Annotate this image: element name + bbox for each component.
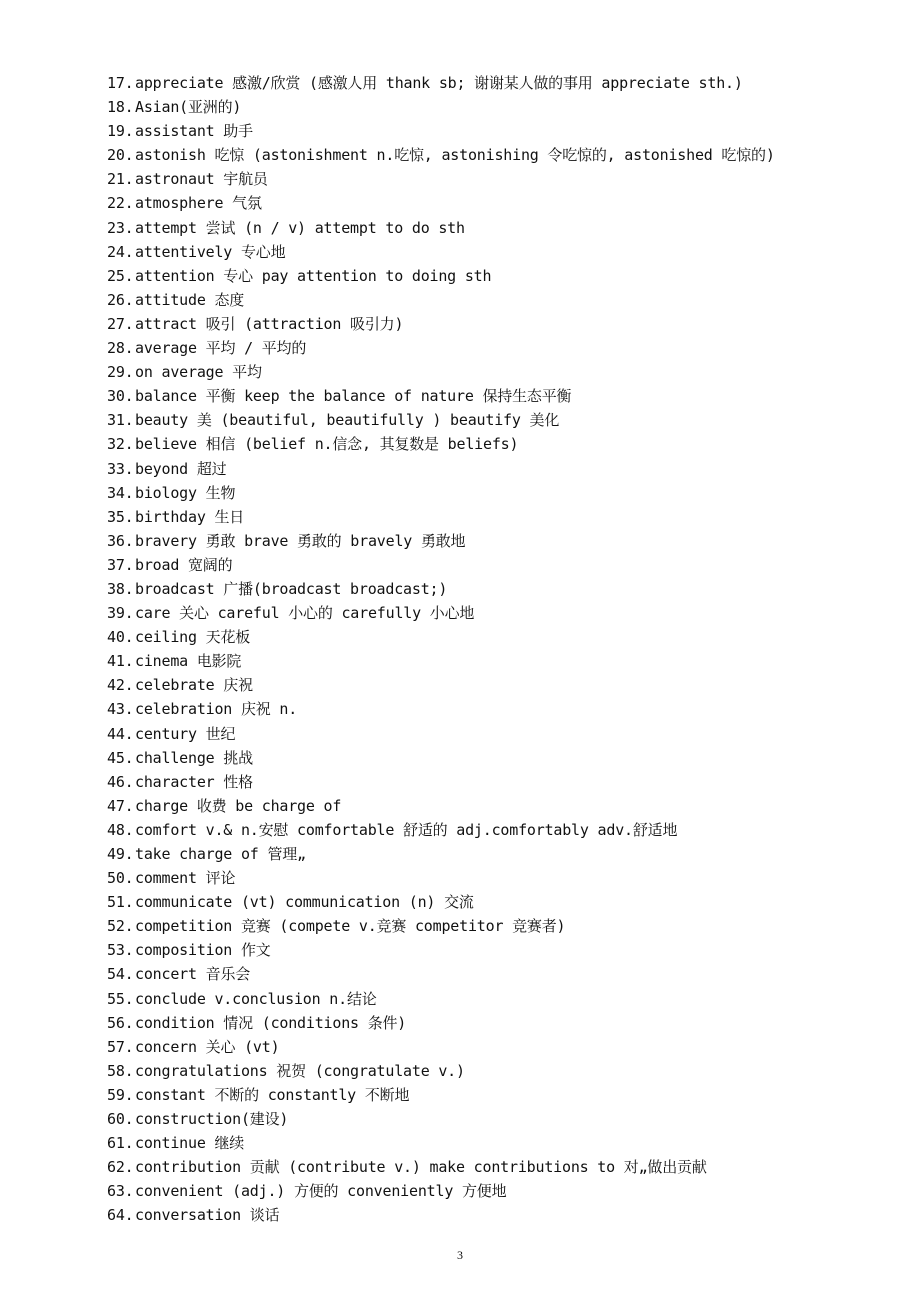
- entry-number: 45.: [107, 748, 134, 767]
- entry-number: 29.: [107, 363, 134, 382]
- entry-number: 36.: [107, 531, 134, 550]
- vocab-entry: [107, 1083, 897, 1107]
- entry-number: 57.: [107, 1037, 134, 1056]
- entry-text: comfort v.& n.安慰 comfortable 舒适的 adj.comfortably adv.舒适地: [135, 820, 678, 839]
- vocab-entry: [107, 1011, 897, 1035]
- vocab-entry: [107, 697, 897, 721]
- entry-number: 18.: [107, 98, 134, 117]
- entry-number: 50.: [107, 869, 134, 888]
- entry-number: 21.: [107, 170, 134, 189]
- vocab-entry: [107, 746, 897, 770]
- entry-number: 40.: [107, 628, 134, 647]
- entry-number: 52.: [107, 917, 134, 936]
- entry-text: composition 作文: [135, 941, 271, 960]
- vocab-entry: [107, 866, 897, 890]
- vocab-entry: [107, 625, 897, 649]
- vocab-entry: [107, 601, 897, 625]
- vocab-entry: [107, 818, 897, 842]
- entry-text: Asian(亚洲的): [135, 98, 242, 117]
- vocab-entry: [107, 1059, 897, 1083]
- vocab-entry: [107, 842, 897, 866]
- entry-number: 56.: [107, 1013, 134, 1032]
- entry-number: 31.: [107, 411, 134, 430]
- entry-number: 17.: [107, 74, 134, 92]
- vocab-entry: [107, 770, 897, 794]
- entry-text: broadcast 广播(broadcast broadcast;): [135, 579, 448, 598]
- entry-number: 61.: [107, 1134, 134, 1153]
- entry-number: 41.: [107, 652, 134, 671]
- entry-text: celebration 庆祝 n.: [135, 700, 298, 719]
- entry-number: 27.: [107, 314, 134, 333]
- entry-number: 39.: [107, 604, 134, 623]
- entry-number: 60.: [107, 1110, 134, 1129]
- entry-text: construction(建设): [135, 1110, 289, 1129]
- entry-text: balance 平衡 keep the balance of nature 保持生态平衡: [135, 387, 572, 406]
- entry-text: conclude v.conclusion n.结论: [135, 989, 377, 1008]
- entry-number: 20.: [107, 146, 134, 165]
- entry-text: conversation 谈话: [135, 1206, 280, 1225]
- entry-text: constant 不断的 constantly 不断地: [135, 1085, 410, 1104]
- vocab-entry: [107, 553, 897, 577]
- entry-number: 49.: [107, 845, 134, 863]
- entry-text: take charge of 管理„: [135, 845, 306, 863]
- entry-text: care 关心 careful 小心的 carefully 小心地: [135, 604, 475, 623]
- vocab-entry: [107, 481, 897, 505]
- vocab-entry: [107, 312, 897, 336]
- entry-number: 63.: [107, 1182, 134, 1201]
- entry-number: 26.: [107, 290, 134, 309]
- vocab-entry: [107, 890, 897, 914]
- vocab-entry: [107, 529, 897, 553]
- entry-number: 48.: [107, 820, 134, 839]
- entry-text: continue 继续: [135, 1134, 245, 1153]
- entry-text: beyond 超过: [135, 459, 227, 478]
- vocab-entry: [107, 938, 897, 962]
- vocab-entry: [107, 167, 897, 191]
- entry-text: attract 吸引 (attraction 吸引力): [135, 314, 404, 333]
- entry-text: convenient (adj.) 方便的 conveniently 方便地: [135, 1182, 507, 1201]
- entry-text: century 世纪: [135, 724, 236, 743]
- entry-number: 22.: [107, 194, 134, 213]
- entry-text: average 平均 / 平均的: [135, 339, 307, 358]
- entry-text: condition 情况 (conditions 条件): [135, 1013, 407, 1032]
- entry-number: 42.: [107, 676, 134, 695]
- page-number: 3: [457, 1248, 463, 1262]
- entry-text: cinema 电影院: [135, 652, 242, 671]
- entry-text: astronaut 宇航员: [135, 170, 268, 189]
- entry-number: 37.: [107, 555, 134, 574]
- vocab-entry: [107, 95, 897, 119]
- vocab-entry: [107, 264, 897, 288]
- entry-text: on average 平均: [135, 363, 262, 382]
- entry-text: character 性格: [135, 772, 253, 791]
- vocabulary-list: [107, 71, 897, 1228]
- vocab-entry: [107, 216, 897, 240]
- entry-number: 24.: [107, 242, 134, 261]
- entry-number: 51.: [107, 893, 134, 912]
- entry-text: attempt 尝试 (n / v) attempt to do sth: [135, 218, 465, 237]
- entry-number: 53.: [107, 941, 134, 960]
- entry-text: attention 专心 pay attention to doing sth: [135, 266, 492, 285]
- vocab-entry: [107, 143, 897, 167]
- entry-number: 32.: [107, 435, 134, 454]
- entry-text: broad 宽阔的: [135, 555, 233, 574]
- vocab-entry: [107, 505, 897, 529]
- entry-number: 44.: [107, 724, 134, 743]
- entry-text: beauty 美 (beautiful, beautifully ) beautify 美化: [135, 411, 560, 430]
- vocab-entry: [107, 987, 897, 1011]
- vocab-entry: [107, 1155, 897, 1179]
- vocab-entry: [107, 191, 897, 215]
- entry-text: astonish 吃惊 (astonishment n.吃惊, astonishing 令吃惊的, astonished 吃惊的): [135, 146, 775, 165]
- entry-text: challenge 挑战: [135, 748, 253, 767]
- entry-number: 47.: [107, 796, 134, 815]
- entry-text: communicate (vt) communication (n) 交流: [135, 893, 474, 912]
- entry-text: believe 相信 (belief n.信念, 其复数是 beliefs): [135, 435, 519, 454]
- vocab-entry: [107, 1203, 897, 1227]
- entry-text: ceiling 天花板: [135, 628, 251, 647]
- entry-text: concern 关心 (vt): [135, 1037, 280, 1056]
- entry-number: 28.: [107, 339, 134, 358]
- vocab-entry: [107, 649, 897, 673]
- vocab-entry: [107, 962, 897, 986]
- entry-text: congratulations 祝贺 (congratulate v.): [135, 1061, 465, 1080]
- entry-number: 35.: [107, 507, 134, 526]
- entry-number: 58.: [107, 1061, 134, 1080]
- vocab-entry: [107, 577, 897, 601]
- vocab-entry: [107, 1179, 897, 1203]
- vocab-entry: [107, 794, 897, 818]
- vocab-entry: [107, 673, 897, 697]
- entry-number: 64.: [107, 1206, 134, 1225]
- vocab-entry: [107, 914, 897, 938]
- vocab-entry: [107, 360, 897, 384]
- entry-text: comment 评论: [135, 869, 236, 888]
- vocab-entry: [107, 336, 897, 360]
- entry-text: concert 音乐会: [135, 965, 251, 984]
- entry-number: 23.: [107, 218, 134, 237]
- vocab-entry: [107, 384, 897, 408]
- entry-text: atmosphere 气氛: [135, 194, 262, 213]
- entry-number: 33.: [107, 459, 134, 478]
- vocab-entry: [107, 240, 897, 264]
- entry-number: 46.: [107, 772, 134, 791]
- entry-number: 43.: [107, 700, 134, 719]
- entry-text: contribution 贡献 (contribute v.) make contributions to 对„做出贡献: [135, 1158, 707, 1177]
- vocab-entry: [107, 1107, 897, 1131]
- entry-number: 62.: [107, 1158, 134, 1177]
- vocab-entry: [107, 408, 897, 432]
- entry-text: assistant 助手: [135, 122, 253, 141]
- vocab-entry: [107, 432, 897, 456]
- entry-number: 19.: [107, 122, 134, 141]
- entry-number: 54.: [107, 965, 134, 984]
- entry-number: 59.: [107, 1085, 134, 1104]
- entry-text: celebrate 庆祝: [135, 676, 253, 695]
- entry-text: attentively 专心地: [135, 242, 286, 261]
- vocab-entry: [107, 1131, 897, 1155]
- vocab-entry: [107, 722, 897, 746]
- entry-number: 30.: [107, 387, 134, 406]
- vocab-entry: [107, 457, 897, 481]
- entry-text: appreciate 感激/欣赏 (感激人用 thank sb; 谢谢某人做的事用 appreciate sth.): [135, 74, 743, 92]
- vocab-entry: [107, 71, 897, 95]
- entry-text: bravery 勇敢 brave 勇敢的 bravely 勇敢地: [135, 531, 466, 550]
- entry-number: 34.: [107, 483, 134, 502]
- vocab-entry: [107, 1035, 897, 1059]
- entry-number: 38.: [107, 579, 134, 598]
- entry-text: attitude 态度: [135, 290, 245, 309]
- entry-text: competition 竞赛 (compete v.竞赛 competitor 竞赛者): [135, 917, 566, 936]
- entry-text: birthday 生日: [135, 507, 245, 526]
- entry-text: charge 收费 be charge of: [135, 796, 342, 815]
- vocab-entry: [107, 288, 897, 312]
- entry-number: 55.: [107, 989, 134, 1008]
- entry-text: biology 生物: [135, 483, 236, 502]
- entry-number: 25.: [107, 266, 134, 285]
- vocab-entry: [107, 119, 897, 143]
